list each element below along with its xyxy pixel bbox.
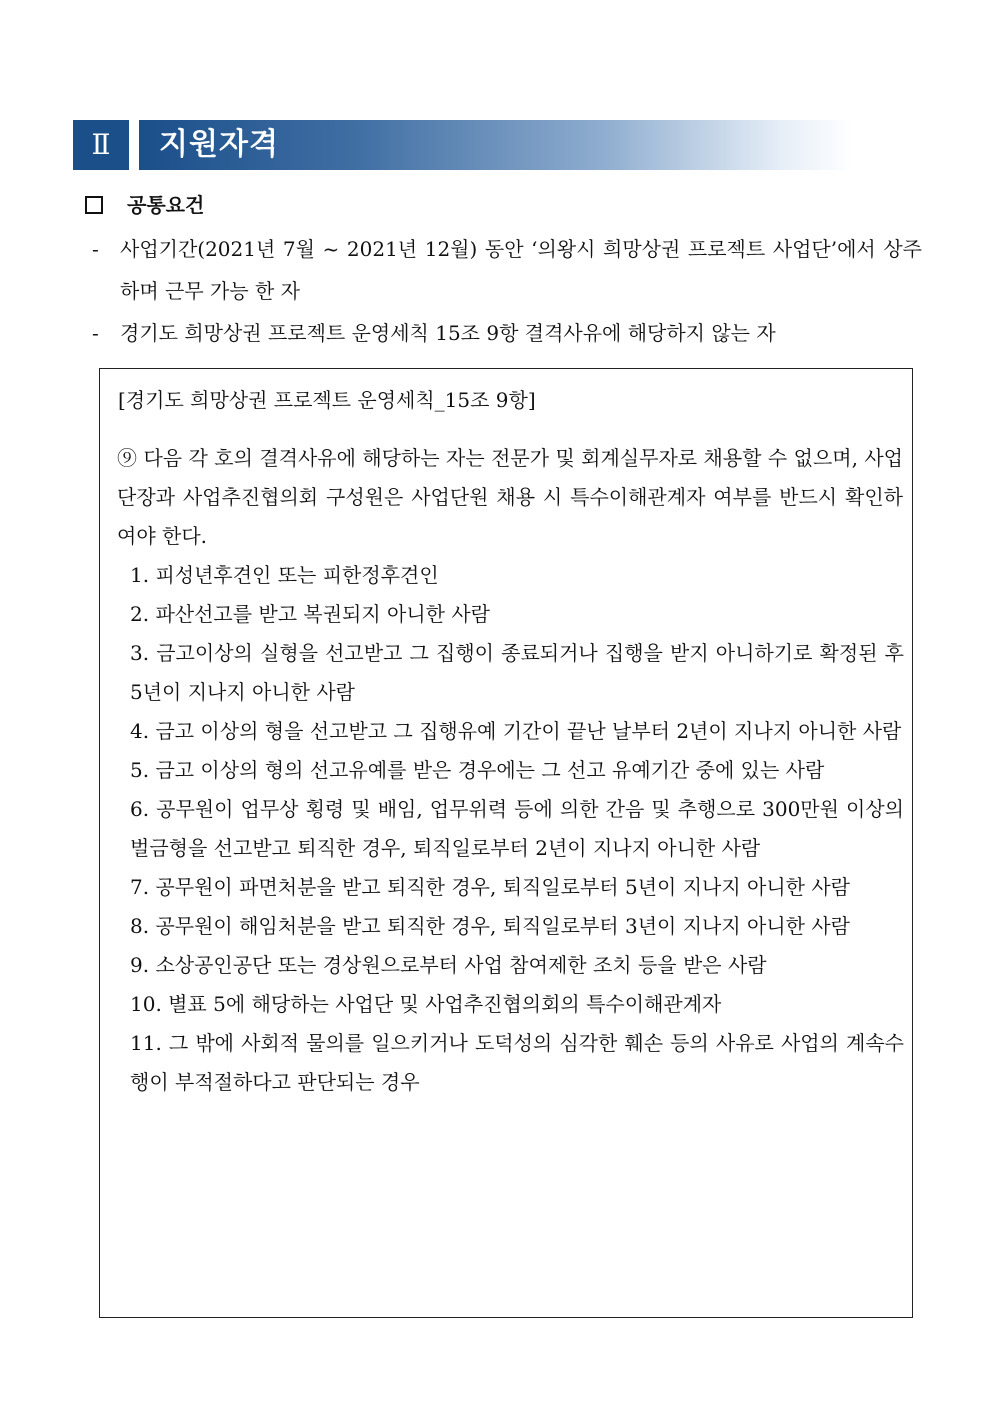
checkbox-square-icon: [85, 196, 103, 214]
regulation-title: [경기도 희망상권 프로젝트 운영세칙_15조 9항]: [118, 388, 536, 412]
requirement-text: 경기도 희망상권 프로젝트 운영세칙 15조 9항 결격사유에 해당하지 않는 자: [120, 321, 776, 345]
list-item: 8. 공무원이 해임처분을 받고 퇴직한 경우, 퇴직일로부터 3년이 지나지 아니한 사람: [130, 914, 850, 938]
regulation-lead-text: ⑨ 다음 각 호의 결격사유에 해당하는 자는 전문가 및 회계실무자로 채용할 수 없으며, 사업단장과 사업추진협의회 구성원은 사업단원 채용 시 특수이해관계자 여부를 반드시 확인하여야 한다.: [117, 446, 903, 548]
dash-bullet: -: [92, 321, 99, 345]
list-item: 9. 소상공인공단 또는 경상원으로부터 사업 참여제한 조치 등을 받은 사람: [130, 953, 767, 977]
regulation-lead: [117, 439, 903, 556]
list-item: 1. 피성년후견인 또는 피한정후견인: [130, 563, 439, 587]
requirement-item: [92, 228, 922, 312]
requirement-list: [92, 228, 922, 354]
subsection-label: 공통요건: [127, 193, 205, 217]
regulation-box: [99, 368, 913, 1318]
section-number: Ⅱ: [73, 120, 129, 170]
list-item: 11. 그 밖에 사회적 물의를 일으키거나 도덕성의 심각한 훼손 등의 사유로 사업의 계속수행이 부적절하다고 판단되는 경우: [130, 1031, 904, 1094]
list-item: 10. 별표 5에 해당하는 사업단 및 사업추진협의회의 특수이해관계자: [130, 992, 722, 1016]
requirement-text: 사업기간(2021년 7월 ~ 2021년 12월) 동안 ‘의왕시 희망상권 프로젝트 사업단’에서 상주하며 근무 가능 한 자: [120, 237, 922, 303]
list-item: 6. 공무원이 업무상 횡령 및 배임, 업무위력 등에 의한 간음 및 추행으로 300만원 이상의 벌금형을 선고받고 퇴직한 경우, 퇴직일로부터 2년이 지나지 아니한 사람: [130, 797, 904, 860]
disqualification-list: [130, 556, 904, 1102]
section-heading: 지원자격: [159, 127, 279, 162]
section-header: [73, 120, 853, 170]
list-item: 7. 공무원이 파면처분을 받고 퇴직한 경우, 퇴직일로부터 5년이 지나지 아니한 사람: [130, 875, 850, 899]
list-item: 5. 금고 이상의 형의 선고유예를 받은 경우에는 그 선고 유예기간 중에 있는 사람: [130, 758, 825, 782]
dash-bullet: -: [92, 237, 99, 261]
requirement-item: [92, 312, 922, 354]
list-item: 4. 금고 이상의 형을 선고받고 그 집행유예 기간이 끝난 날부터 2년이 지나지 아니한 사람: [130, 719, 902, 743]
list-item: 2. 파산선고를 받고 복권되지 아니한 사람: [130, 602, 490, 626]
list-item: 3. 금고이상의 실형을 선고받고 그 집행이 종료되거나 집행을 받지 아니하기로 확정된 후 5년이 지나지 아니한 사람: [130, 641, 904, 704]
section-title-bar: [139, 120, 853, 170]
